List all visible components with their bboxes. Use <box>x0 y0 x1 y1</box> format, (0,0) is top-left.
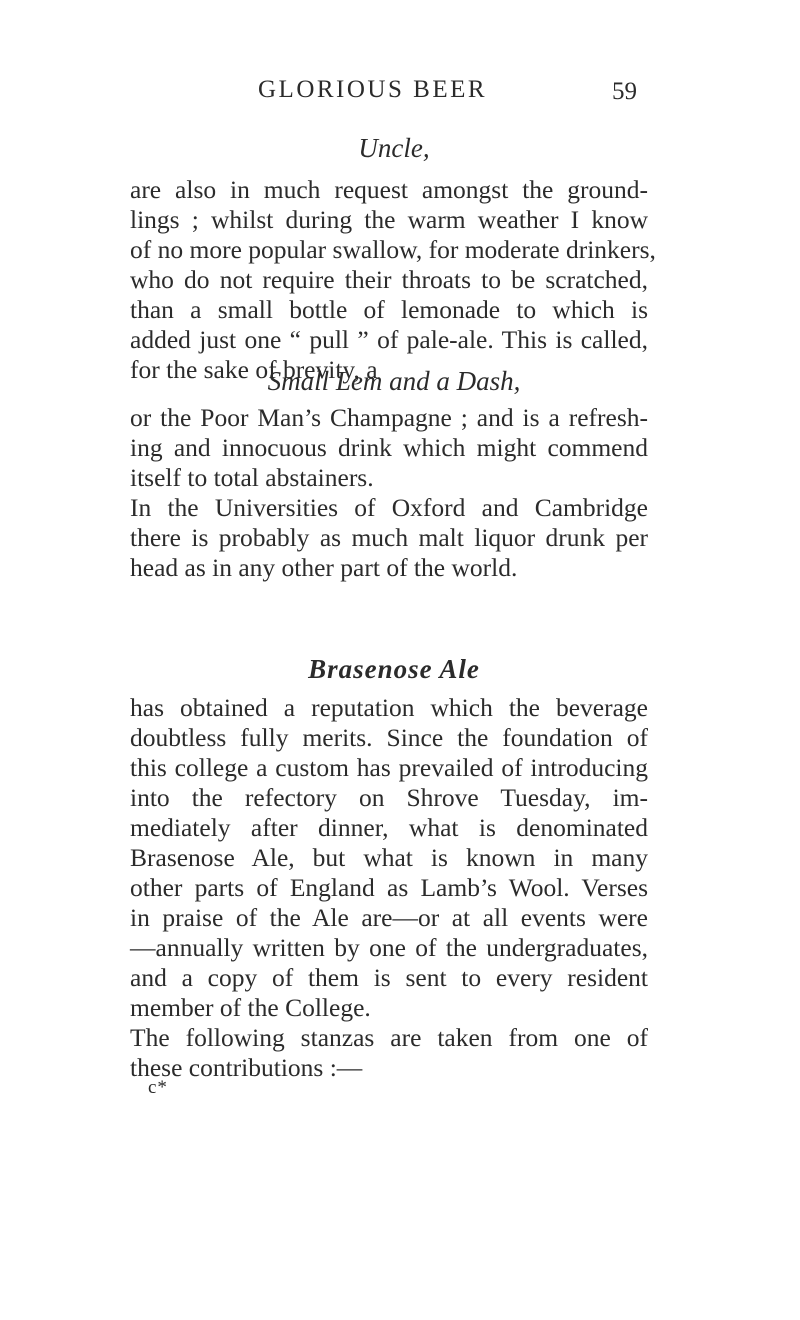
text-line: and a copy of them is sent to every resident <box>130 963 648 992</box>
heading-brasenose-ale: Brasenose Ale <box>308 654 480 684</box>
text-line: are also in much request amongst the ground- <box>130 175 648 204</box>
text-line: head as in any other part of the world. <box>130 553 518 582</box>
text-line: other parts of England as Lamb’s Wool. Verses <box>130 873 648 902</box>
text-line: lings ; whilst during the warm weather I know <box>130 205 648 234</box>
text-line: The following stanzas are taken from one of <box>130 1023 648 1052</box>
text-line: mediately after dinner, what is denominated <box>130 813 648 842</box>
text-line: —annually written by one of the undergraduates, <box>130 933 648 962</box>
text-line: of no more popular swallow, for moderate drinkers, <box>130 235 656 264</box>
text-line: ing and innocuous drink which might commend <box>130 433 648 462</box>
heading-uncle: Uncle, <box>358 133 430 163</box>
text-line: In the Universities of Oxford and Cambridge <box>130 493 648 522</box>
text-line: than a small bottle of lemonade to which is <box>130 295 648 324</box>
page-number: 59 <box>612 78 637 105</box>
text-line: there is probably as much malt liquor drunk per <box>130 523 648 552</box>
text-line: who do not require their throats to be scratched, <box>130 265 648 294</box>
text-line: has obtained a reputation which the beverage <box>130 693 648 722</box>
text-line: Brasenose Ale, but what is known in many <box>130 843 648 872</box>
text-line: doubtless fully merits. Since the foundation of <box>130 723 648 752</box>
text-line: member of the College. <box>130 993 371 1022</box>
text-line: in praise of the Ale are—or at all events were <box>130 903 648 932</box>
text-line: added just one “ pull ” of pale-ale. This is called, <box>130 325 648 354</box>
paragraph-1 <box>130 175 656 385</box>
text-line: or the Poor Man’s Champagne ; and is a refresh- <box>130 403 648 432</box>
running-head: GLORIOUS BEER <box>258 76 488 103</box>
text-line: this college a custom has prevailed of introducing <box>130 753 648 782</box>
paragraph-3 <box>130 693 648 1083</box>
paragraph-2 <box>130 403 648 583</box>
text-line: into the refectory on Shrove Tuesday, im- <box>130 783 648 812</box>
text-line: itself to total abstainers. <box>130 463 374 492</box>
text-line: these contributions :— <box>130 1053 363 1082</box>
heading-small-lem: Small Lem and a Dash, <box>267 366 521 396</box>
text-line: for the sake of brevity, a <box>130 355 378 384</box>
signature-mark: c* <box>148 1077 168 1098</box>
